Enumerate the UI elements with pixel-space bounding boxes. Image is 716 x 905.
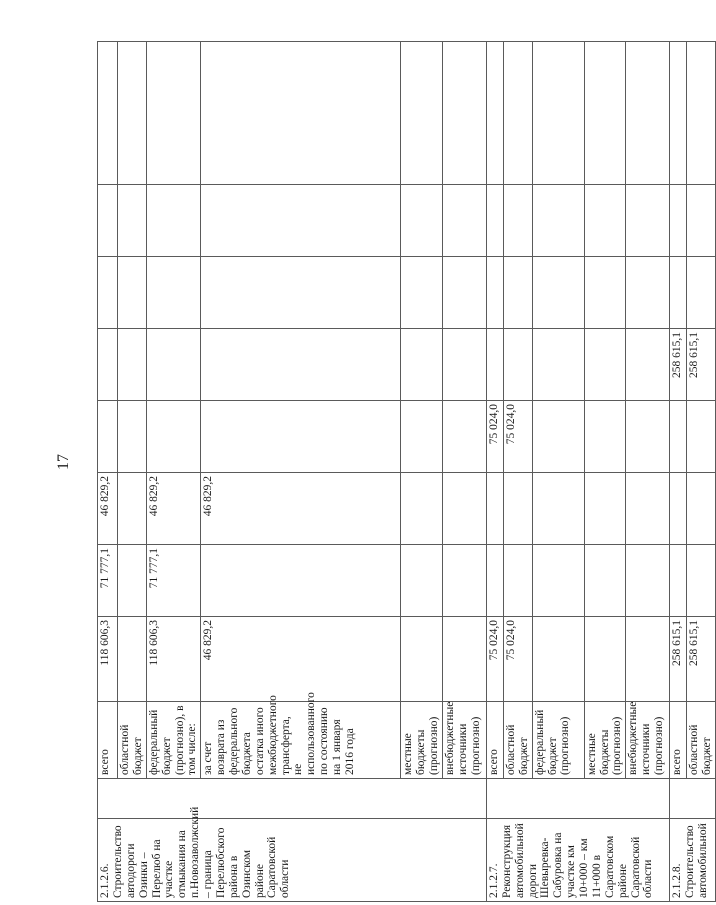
amount-cell: 46 829,2 <box>201 473 401 545</box>
amount-cell <box>442 401 486 473</box>
amount-cell <box>670 185 687 257</box>
notes-cell <box>532 42 584 185</box>
amount-cell: 71 777,1 <box>98 545 118 617</box>
amount-cell <box>401 545 443 617</box>
amount-cell <box>687 545 716 617</box>
funding-source-cell: областной бюджет <box>687 702 716 779</box>
funding-source-cell: федеральный бюджет (прогнозно), в том числе: <box>146 702 201 779</box>
amount-cell <box>201 545 401 617</box>
table-body <box>98 42 716 902</box>
amount-cell <box>442 617 486 702</box>
funding-source-cell: местные бюджеты (прогнозно) <box>584 702 626 779</box>
amount-cell <box>98 257 118 329</box>
amount-cell <box>532 617 584 702</box>
amount-cell <box>401 329 443 401</box>
funding-source-cell: внебюджетные источники (прогнозно) <box>626 702 670 779</box>
funding-source-cell: всего <box>98 702 118 779</box>
notes-cell <box>401 42 443 185</box>
amount-cell <box>486 329 503 401</box>
responsible-cell <box>98 779 487 819</box>
amount-cell <box>146 257 201 329</box>
notes-cell <box>146 42 201 185</box>
amount-cell <box>118 329 147 401</box>
amount-cell: 75 024,0 <box>486 617 503 702</box>
funding-source-cell: областной бюджет <box>118 702 147 779</box>
amount-cell <box>442 185 486 257</box>
amount-cell <box>118 617 147 702</box>
amount-cell <box>532 401 584 473</box>
amount-cell: 258 615,1 <box>687 617 716 702</box>
amount-cell <box>118 545 147 617</box>
amount-cell <box>532 257 584 329</box>
amount-cell <box>118 401 147 473</box>
table-row <box>503 42 532 902</box>
object-name-cell: 2.1.2.7. Реконструкция автомобильной дороги Шевыревка-Сабуровка на участке км 10+000 – км 11+000 в Саратовском районе Саратовской области <box>486 819 669 902</box>
table-row <box>584 42 626 902</box>
amount-cell <box>146 401 201 473</box>
table-row <box>687 42 716 902</box>
amount-cell <box>486 257 503 329</box>
amount-cell <box>584 473 626 545</box>
amount-cell <box>98 401 118 473</box>
table-row <box>146 42 201 902</box>
amount-cell <box>626 257 670 329</box>
table-row <box>532 42 584 902</box>
amount-cell <box>584 545 626 617</box>
notes-cell <box>442 42 486 185</box>
amount-cell <box>146 329 201 401</box>
amount-cell: 46 829,2 <box>201 617 401 702</box>
amount-cell <box>442 545 486 617</box>
amount-cell: 75 024,0 <box>503 401 532 473</box>
amount-cell: 46 829,2 <box>98 473 118 545</box>
amount-cell <box>584 329 626 401</box>
table-row <box>626 42 670 902</box>
amount-cell <box>401 473 443 545</box>
amount-cell: 118 606,3 <box>98 617 118 702</box>
amount-cell <box>503 329 532 401</box>
amount-cell: 71 777,1 <box>146 545 201 617</box>
amount-cell <box>98 329 118 401</box>
notes-cell <box>118 42 147 185</box>
rotated-table-container <box>97 42 714 902</box>
funding-source-cell: федеральный бюджет (прогнозно) <box>532 702 584 779</box>
amount-cell <box>626 545 670 617</box>
amount-cell <box>201 329 401 401</box>
amount-cell: 258 615,1 <box>687 329 716 401</box>
amount-cell <box>532 545 584 617</box>
amount-cell <box>503 257 532 329</box>
notes-cell <box>201 42 401 185</box>
amount-cell: 46 829,2 <box>146 473 201 545</box>
amount-cell <box>626 329 670 401</box>
amount-cell <box>486 545 503 617</box>
funding-source-cell: за счет возврата из федерального бюджета остатка иного межбюджетного трансферта, не использованного по состоянию на 1 января 2016 года <box>201 702 401 779</box>
budget-table <box>97 41 716 902</box>
amount-cell <box>670 473 687 545</box>
amount-cell <box>687 473 716 545</box>
amount-cell <box>584 401 626 473</box>
amount-cell <box>401 257 443 329</box>
amount-cell <box>442 257 486 329</box>
table-row <box>401 42 443 902</box>
funding-source-cell: областной бюджет <box>503 702 532 779</box>
amount-cell <box>626 185 670 257</box>
funding-source-cell: всего <box>486 702 503 779</box>
amount-cell <box>584 617 626 702</box>
object-name-cell: 2.1.2.8. Строительство автомобильной <box>670 819 716 902</box>
amount-cell <box>532 329 584 401</box>
amount-cell <box>687 185 716 257</box>
amount-cell <box>503 545 532 617</box>
notes-cell <box>98 42 118 185</box>
amount-cell <box>486 473 503 545</box>
amount-cell <box>670 401 687 473</box>
amount-cell <box>687 401 716 473</box>
amount-cell <box>401 185 443 257</box>
table-row <box>442 42 486 902</box>
amount-cell <box>118 257 147 329</box>
amount-cell <box>626 473 670 545</box>
notes-cell <box>503 42 532 185</box>
amount-cell <box>201 185 401 257</box>
notes-cell <box>670 42 687 185</box>
amount-cell <box>670 545 687 617</box>
amount-cell <box>584 185 626 257</box>
table-row <box>201 42 401 902</box>
amount-cell <box>626 617 670 702</box>
amount-cell <box>584 257 626 329</box>
amount-cell <box>118 473 147 545</box>
notes-cell <box>584 42 626 185</box>
amount-cell: 118 606,3 <box>146 617 201 702</box>
amount-cell <box>532 473 584 545</box>
notes-cell <box>687 42 716 185</box>
amount-cell <box>442 473 486 545</box>
amount-cell <box>503 185 532 257</box>
notes-cell <box>626 42 670 185</box>
object-name-cell: 2.1.2.6. Строительство автодороги Озинки – Перелюб на участке отмыкания на п.Новозаволжский – граница Перелюбского района в Озинском районе Саратовской области <box>98 819 487 902</box>
amount-cell: 75 024,0 <box>486 401 503 473</box>
table-row <box>670 42 687 902</box>
amount-cell <box>98 185 118 257</box>
table-row <box>118 42 147 902</box>
funding-source-cell: всего <box>670 702 687 779</box>
amount-cell <box>401 401 443 473</box>
amount-cell <box>118 185 147 257</box>
responsible-cell <box>486 779 669 819</box>
funding-source-cell: местные бюджеты (прогнозно) <box>401 702 443 779</box>
amount-cell <box>503 473 532 545</box>
amount-cell <box>442 329 486 401</box>
amount-cell <box>532 185 584 257</box>
amount-cell <box>670 257 687 329</box>
amount-cell <box>486 185 503 257</box>
responsible-cell <box>670 779 716 819</box>
notes-cell <box>486 42 503 185</box>
amount-cell <box>687 257 716 329</box>
amount-cell <box>626 401 670 473</box>
funding-source-cell: внебюджетные источники (прогнозно) <box>442 702 486 779</box>
amount-cell <box>146 185 201 257</box>
amount-cell: 258 615,1 <box>670 617 687 702</box>
amount-cell <box>201 401 401 473</box>
amount-cell: 75 024,0 <box>503 617 532 702</box>
amount-cell <box>401 617 443 702</box>
amount-cell <box>201 257 401 329</box>
table-row <box>486 42 503 902</box>
amount-cell: 258 615,1 <box>670 329 687 401</box>
page-number: 17 <box>55 454 72 470</box>
table-row <box>98 42 118 902</box>
